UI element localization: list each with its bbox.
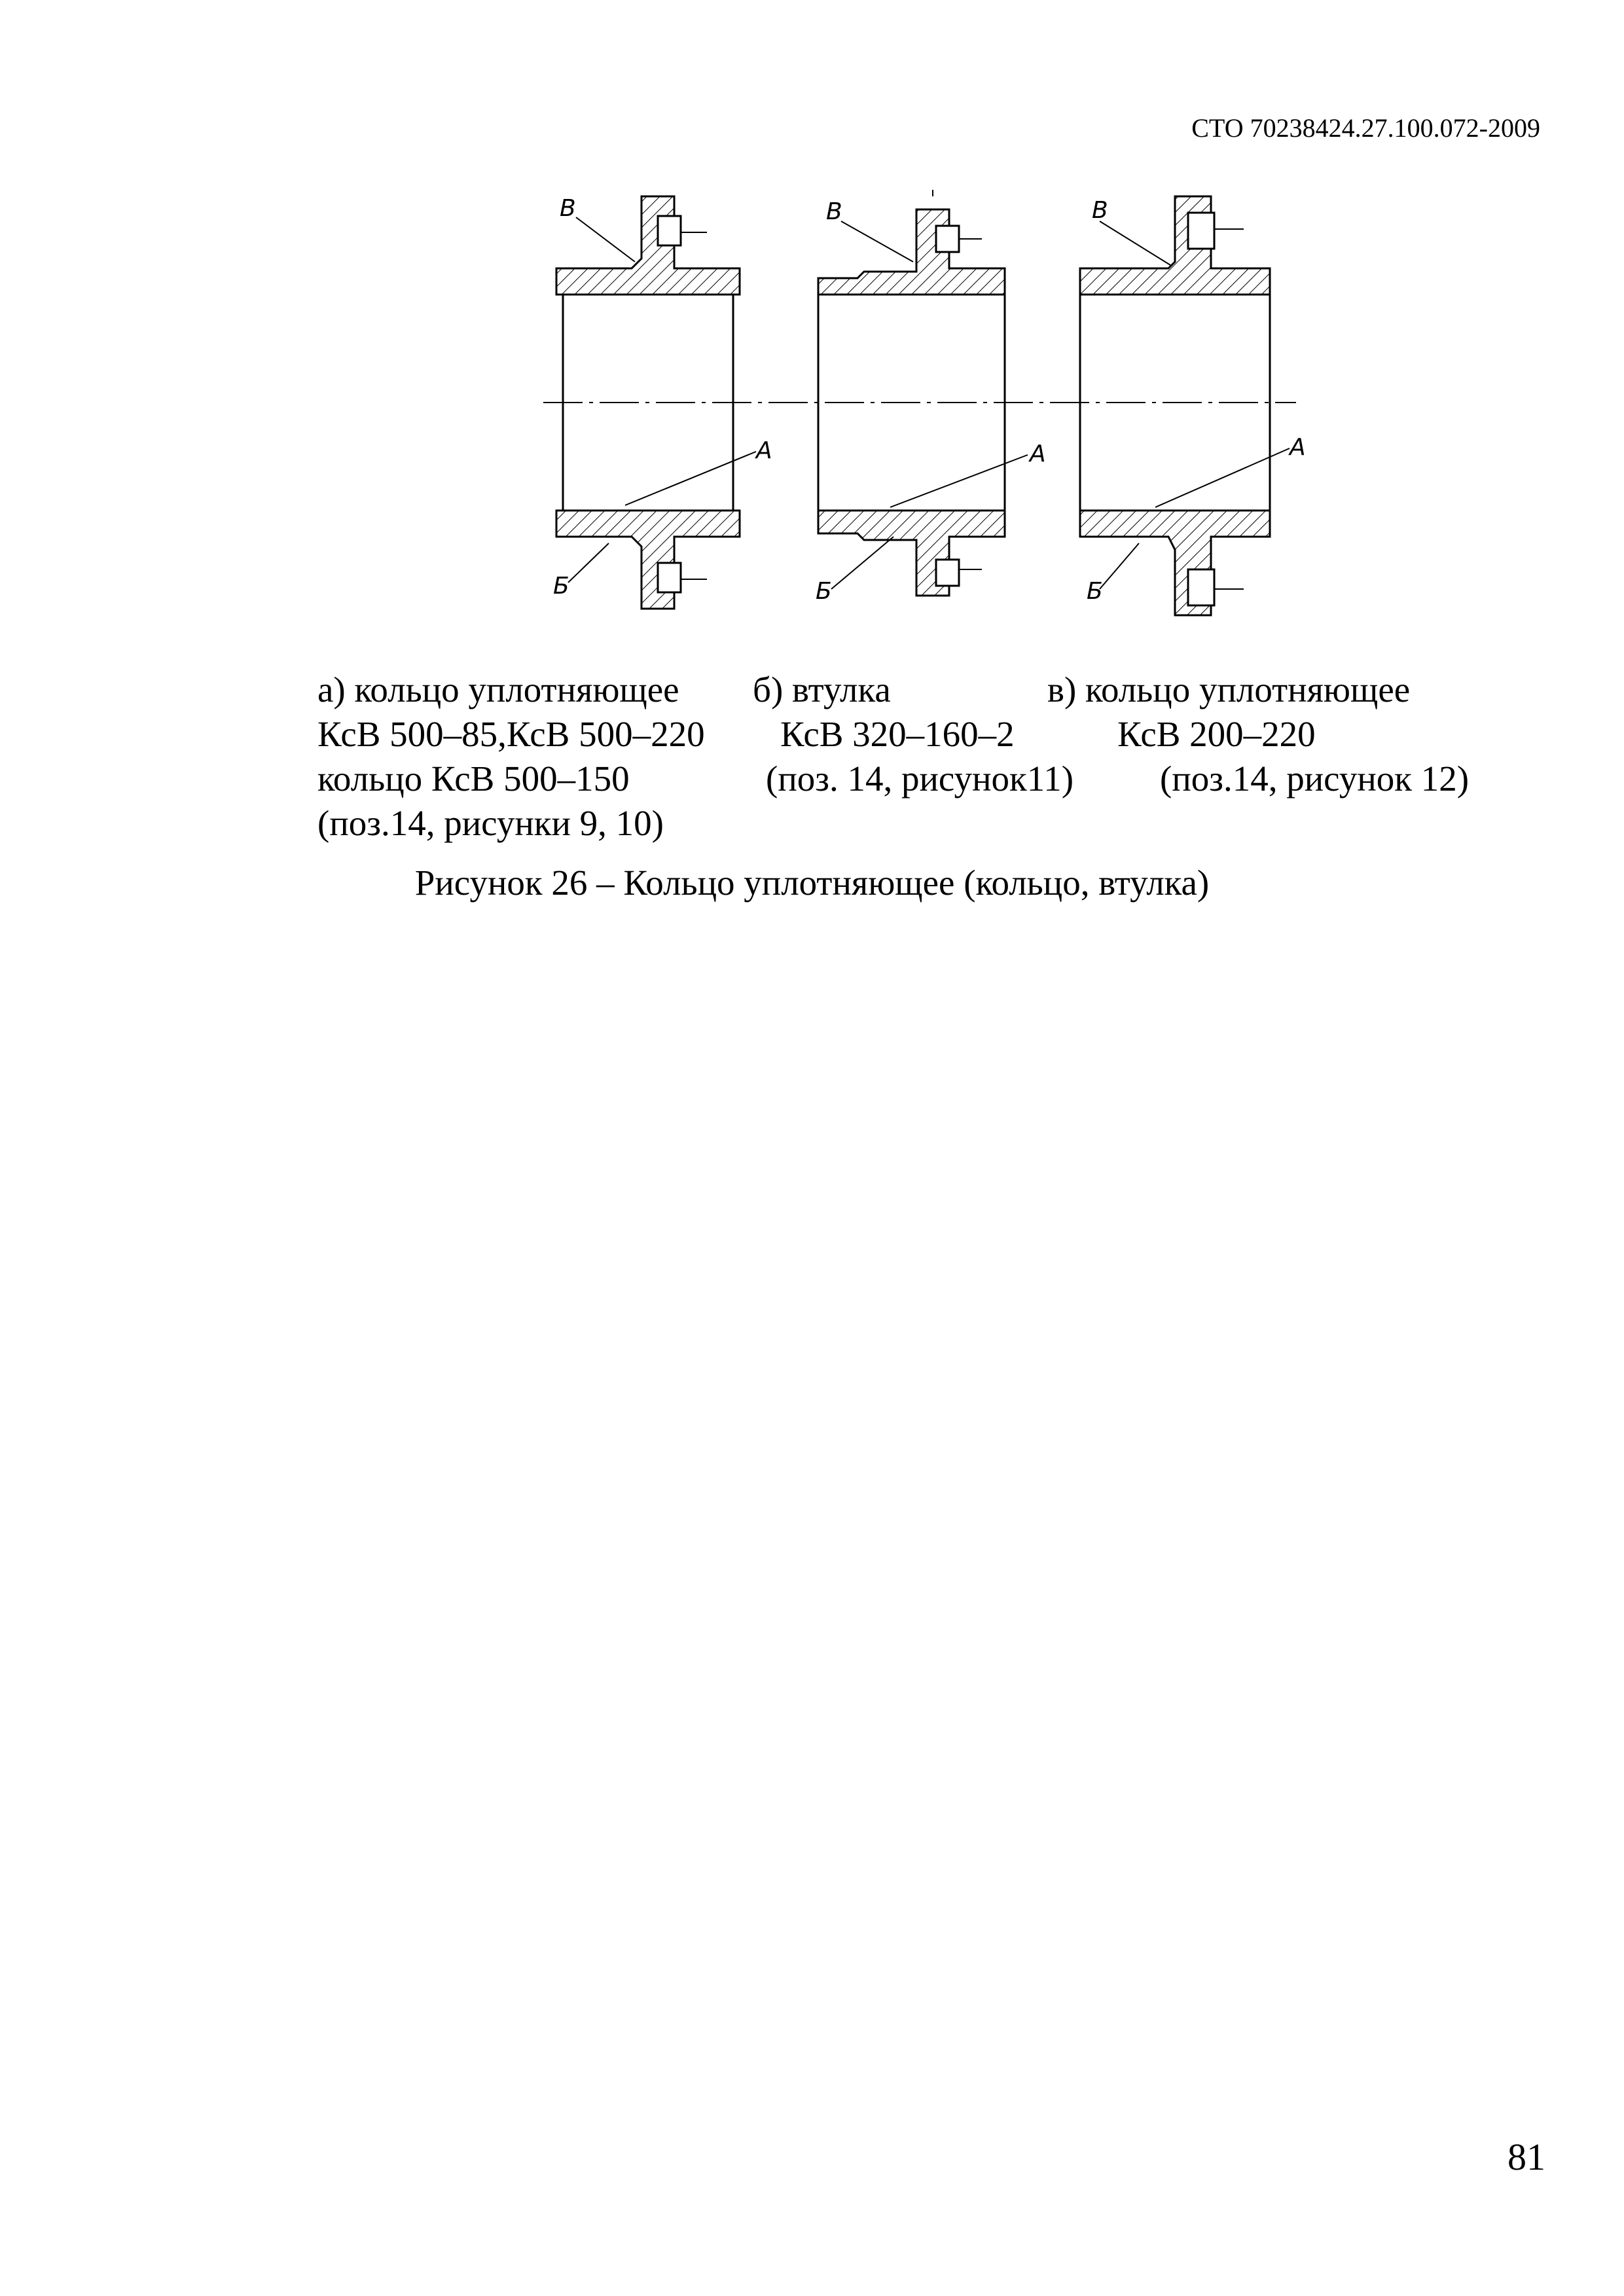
label-a: А [756, 437, 772, 464]
subcaption-b-line3: (поз. 14, рисунок11) [766, 759, 1074, 798]
label-b: Б [816, 578, 832, 605]
subcaption-c-line2: КсВ 200–220 [1117, 714, 1316, 754]
drawing-b-bushing [816, 190, 1046, 605]
subcaption-a-line1: а) кольцо уплотняющее [317, 670, 679, 709]
label-v: В [560, 195, 576, 222]
figure-caption: Рисунок 26 – Кольцо уплотняющее (кольцо, втулка) [414, 863, 1210, 903]
label-b: Б [1087, 578, 1103, 605]
subcaption-b-line1: б) втулка [753, 670, 891, 709]
document-code: СТО 70238424.27.100.072-2009 [1191, 113, 1540, 143]
subcaption-a-line3: кольцо КсВ 500–150 [317, 759, 630, 798]
subcaption-c-line3: (поз.14, рисунок 12) [1160, 759, 1470, 798]
label-v: В [1092, 197, 1108, 224]
technical-drawing-figure [511, 177, 1322, 635]
label-b: Б [553, 573, 569, 600]
label-a: А [1290, 434, 1306, 461]
label-a: А [1030, 440, 1046, 467]
drawing-c-sealing-ring [1080, 196, 1306, 615]
subcaption-b-line2: КсВ 320–160–2 [780, 714, 1015, 754]
subcaption-a-line2: КсВ 500–85,КсВ 500–220 [317, 714, 705, 754]
subcaption-a-line4: (поз.14, рисунки 9, 10) [317, 803, 664, 843]
subcaption-c-line1: в) кольцо уплотняющее [1047, 670, 1411, 709]
label-v: В [826, 198, 842, 225]
page-number: 81 [1507, 2136, 1545, 2178]
